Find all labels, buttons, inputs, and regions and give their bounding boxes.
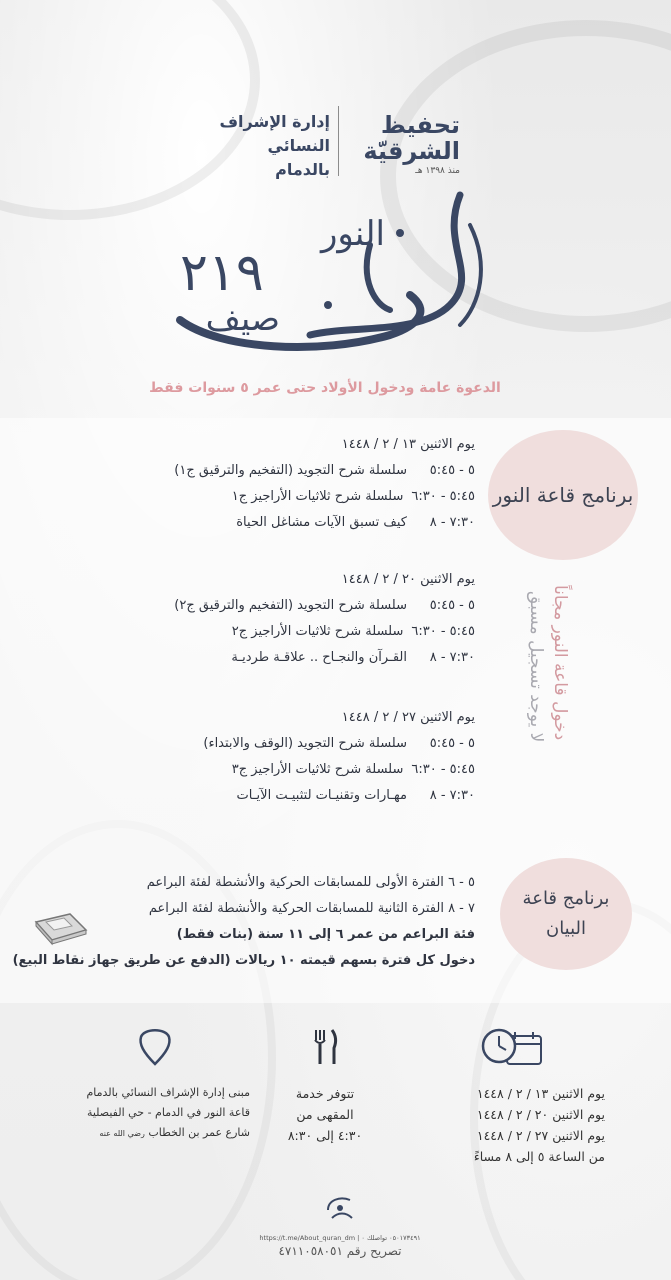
calligraphy-title bbox=[160, 185, 500, 365]
free-entry-note bbox=[520, 585, 580, 825]
schedule-row bbox=[150, 515, 475, 530]
schedule-day-title: يوم الاثنين ١٣ / ٢ / ١٤٤٨ bbox=[341, 437, 475, 452]
title-word-bottom: صيف bbox=[205, 299, 280, 339]
license-number: تصريح رقم ٤٧١١٠٥٨٠٥١ bbox=[278, 1244, 402, 1258]
schedule-day-3 bbox=[150, 710, 475, 814]
cafe-hours: ٤:٣٠ إلى ٨:٣٠ bbox=[287, 1128, 363, 1143]
location-pin-icon bbox=[60, 1020, 250, 1072]
noor-program-label bbox=[488, 430, 638, 560]
org-line-1: إدارة الإشراف bbox=[219, 112, 330, 131]
schedule-time: ٥:٤٥ - ٦:٣٠ bbox=[411, 489, 475, 504]
schedule-text: كيف تسبق الآيات مشاغل الحياة bbox=[236, 515, 407, 530]
brand-since: منذ ١٣٩٨ هـ bbox=[415, 166, 460, 176]
title-word-top: النور bbox=[320, 214, 385, 254]
schedule-row bbox=[150, 624, 475, 639]
location-honorific: رضي الله عنه bbox=[99, 1129, 145, 1138]
bayan-line-1: ٥ - ٦ الفترة الأولى للمسابقات الحركية والأنشطة لفئة البراعم bbox=[146, 875, 475, 890]
schedule-time: ٧:٣٠ - ٨ bbox=[429, 650, 475, 665]
schedule-row bbox=[150, 762, 475, 777]
location-line-1: مبنى إدارة الإشراف النسائي بالدمام bbox=[86, 1086, 250, 1099]
calligraphy-title-art bbox=[160, 185, 500, 365]
bayan-program-label-text: برنامج قاعة البيان bbox=[522, 888, 610, 939]
free-entry-line-2: لا يوجد تسجيل مسبق bbox=[526, 591, 546, 743]
pos-terminal-icon bbox=[30, 908, 90, 948]
org-line-2: النسائي bbox=[267, 136, 330, 155]
footer bbox=[190, 1190, 490, 1258]
schedule-day-2 bbox=[150, 572, 475, 676]
cafe-line-2: المقهى من bbox=[296, 1107, 354, 1122]
event-date-3: يوم الاثنين ٢٧ / ٢ / ١٤٤٨ bbox=[476, 1128, 605, 1143]
event-date-2: يوم الاثنين ٢٠ / ٢ / ١٤٤٨ bbox=[476, 1107, 605, 1122]
cafe-service bbox=[260, 1020, 390, 1149]
schedule-row bbox=[150, 463, 475, 478]
schedule-text: سلسلة شرح التجويد (التفخيم والترقيق ج٢) bbox=[174, 598, 407, 613]
schedule-time: ٥ - ٥:٤٥ bbox=[429, 598, 475, 613]
footer-logo-icon bbox=[190, 1190, 490, 1224]
location-line-2: قاعة النور في الدمام - حي الفيصلية bbox=[86, 1106, 250, 1119]
schedule-time: ٧:٣٠ - ٨ bbox=[429, 515, 475, 530]
schedule-row bbox=[150, 788, 475, 803]
schedule-text: سلسلة شرح التجويد (الوقف والابتداء) bbox=[203, 736, 407, 751]
noor-program-label-text: برنامج قاعة النور bbox=[492, 483, 634, 507]
brand-line-1: تحفيظ bbox=[380, 111, 460, 139]
invite-text: الدعوة عامة ودخول الأولاد حتى عمر ٥ سنوات فقط bbox=[149, 380, 501, 396]
schedule-row bbox=[150, 736, 475, 751]
schedule-day-title: يوم الاثنين ٢٧ / ٢ / ١٤٤٨ bbox=[341, 710, 475, 725]
header bbox=[0, 100, 671, 180]
schedule-day-title: يوم الاثنين ٢٠ / ٢ / ١٤٤٨ bbox=[341, 572, 475, 587]
title-number: ٢١٩ bbox=[180, 243, 264, 303]
bayan-line-2: ٧ - ٨ الفترة الثانية للمسابقات الحركية والأنشطة لفئة البراعم bbox=[148, 901, 475, 916]
event-date-1: يوم الاثنين ١٣ / ٢ / ١٤٤٨ bbox=[476, 1086, 605, 1101]
schedule-text: مهـارات وتقنيـات لتثبيـت الآيـات bbox=[236, 788, 407, 803]
schedule-day-1 bbox=[150, 437, 475, 541]
bayan-program-label bbox=[500, 858, 632, 970]
schedule-time: ٥ - ٥:٤٥ bbox=[429, 736, 475, 751]
schedule-text: سلسلة شرح التجويد (التفخيم والترقيق ج١) bbox=[174, 463, 407, 478]
location-street: شارع عمر بن الخطاب bbox=[148, 1126, 250, 1139]
cafe-line-1: تتوفر خدمة bbox=[295, 1086, 355, 1101]
bayan-line-4: دخول كل فترة بسهم قيمته ١٠ ريالات (الدفع عن طريق جهاز نقاط البيع) bbox=[12, 953, 475, 968]
event-location bbox=[60, 1020, 250, 1146]
schedule-text: سلسلة شرح ثلاثيات الأراجيز ج٢ bbox=[231, 624, 404, 639]
schedule-time: ٥:٤٥ - ٦:٣٠ bbox=[411, 624, 475, 639]
schedule-text: سلسلة شرح ثلاثيات الأراجيز ج١ bbox=[231, 489, 404, 504]
schedule-time: ٧:٣٠ - ٨ bbox=[429, 788, 475, 803]
organization-name bbox=[200, 110, 330, 182]
schedule-time: ٥:٤٥ - ٦:٣٠ bbox=[411, 762, 475, 777]
calendar-clock-icon bbox=[420, 1020, 605, 1072]
event-dates bbox=[420, 1020, 605, 1170]
schedule-text: القـرآن والنجـاح .. علاقـة طرديـة bbox=[231, 650, 407, 665]
location-line-3 bbox=[60, 1126, 250, 1139]
bayan-line-3: فئة البراعم من عمر ٦ إلى ١١ سنة (بنات فقط) bbox=[176, 927, 475, 942]
org-line-3: بالدمام bbox=[275, 160, 330, 179]
social-contact: https://t.me/About_quran_dm | ٠٥٠١٧٣٤٩١ تواصلك ٠ bbox=[259, 1234, 421, 1242]
schedule-time: ٥ - ٥:٤٥ bbox=[429, 463, 475, 478]
schedule-text: سلسلة شرح ثلاثيات الأراجيز ج٣ bbox=[231, 762, 404, 777]
schedule-row bbox=[150, 598, 475, 613]
schedule-row bbox=[150, 489, 475, 504]
header-divider bbox=[338, 106, 339, 176]
brand-line-2: الشرقيّة bbox=[363, 137, 460, 165]
schedule-row bbox=[150, 650, 475, 665]
free-entry-line-1: دخول قاعة النور مجاناً bbox=[550, 585, 570, 741]
event-hours: من الساعة ٥ إلى ٨ مساءً bbox=[473, 1149, 605, 1164]
fork-knife-icon bbox=[260, 1020, 390, 1072]
brand-logo bbox=[350, 112, 460, 176]
